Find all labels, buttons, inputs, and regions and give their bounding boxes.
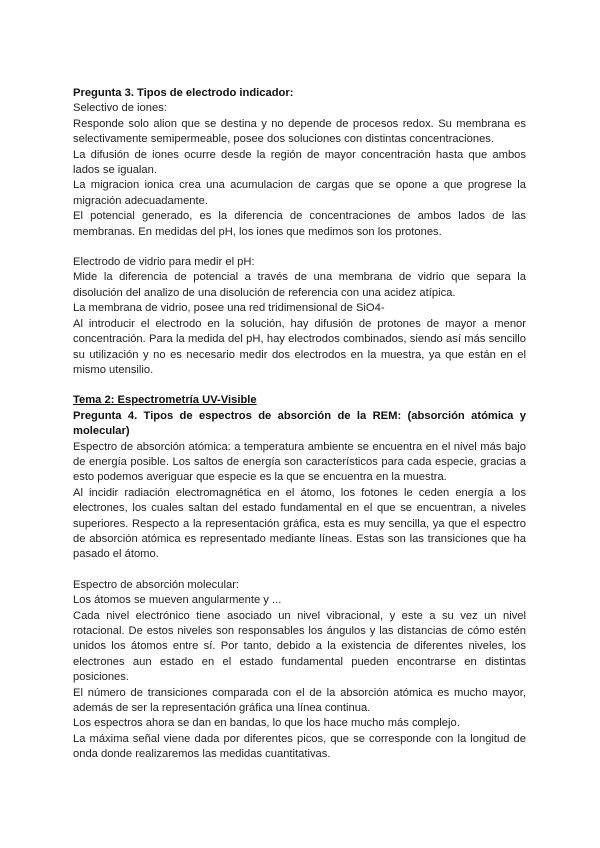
paragraph: Al introducir el electrodo en la solución, hay difusión de protones de mayor a menor concentración. Para la medida del pH, hay electrodos combinados, siendo así más sencillo su utilización y no es necesario medir dos electrodos en la muestra, ya que están en el mismo utensilio. <box>73 317 526 376</box>
paragraph: Al incidir radiación electromagnética en el átomo, los fotones le ceden energía a los electrones, los cuales saltan del estado fundamental en el que se encuentran, a niveles superiores. Respecto a la representación gráfica, esta es muy sencilla, ya que el espectro de absorción atómica es representado mediante líneas. Estas son las transiciones que ha pasado el átomo. <box>73 486 526 561</box>
question-4-heading: Pregunta 4. Tipos de espectros de absorción de la REM: (absorción atómica y molecular) <box>73 409 526 438</box>
paragraph: Mide la diferencia de potencial a través de una membrana de vidrio que separa la disolución del analizo de una disolución de referencia con una acidez atípica. <box>73 271 526 299</box>
paragraph: Los átomos se mueven angularmente y ... <box>73 594 282 607</box>
spacer <box>73 240 526 255</box>
ion-selective-subheading: Selectivo de iones: <box>73 102 167 115</box>
paragraph: La membrana de vidrio, posee una red tridimensional de SiO4- <box>73 302 385 315</box>
spacer <box>73 378 526 393</box>
question-3-heading: Pregunta 3. Tipos de electrodo indicador: <box>73 87 294 99</box>
paragraph: Cada nivel electrónico tiene asociado un nivel vibracional, y este a su vez un nivel rotacional. De estos niveles son responsables los ángulos y las distancias de cómo estén unidos los átomos entre sí. Por tanto, debido a la existencia de diferentes niveles, los electrones aun estado en el estado fundamental pueden encontrarse en distintas posiciones. <box>73 609 526 684</box>
glass-electrode-subheading: Electrodo de vidrio para medir el pH: <box>73 256 255 269</box>
topic-2-heading: Tema 2: Espectrometría UV-Visible <box>73 394 257 407</box>
paragraph: Responde solo alion que se destina y no depende de procesos redox. Su membrana es selectivamente semipermeable, posee dos soluciones con distintas concentraciones. <box>73 117 526 146</box>
paragraph: Los espectros ahora se dan en bandas, lo que los hace mucho más complejo. <box>73 717 460 730</box>
paragraph: La máxima señal viene dada por diferentes picos, que se corresponde con la longitud de onda donde realizaremos las medidas cuantitativas. <box>73 732 526 761</box>
paragraph: El número de transiciones comparada con el de la absorción atómica es mucho mayor, además de ser la representación gráfica una línea continua. <box>73 686 526 715</box>
molecular-absorption-subheading: Espectro de absorción molecular: <box>73 578 240 591</box>
paragraph: El potencial generado, es la diferencia de concentraciones de ambos lados de las membranas. En medidas del pH, los iones que medimos son los protones. <box>73 210 526 238</box>
spacer <box>73 563 526 578</box>
paragraph: La difusión de iones ocurre desde la región de mayor concentración hasta que ambos lados se igualan. <box>73 148 526 177</box>
paragraph: La migracion ionica crea una acumulacion de cargas que se opone a que progrese la migración adecuadamente. <box>73 179 526 207</box>
paragraph: Espectro de absorción atómica: a temperatura ambiente se encuentra en el nivel más bajo de energía posible. Los saltos de energía son característicos para cada especie, gracias a esto podemos averiguar que especie es la que se encuentra en la muestra. <box>73 440 526 484</box>
